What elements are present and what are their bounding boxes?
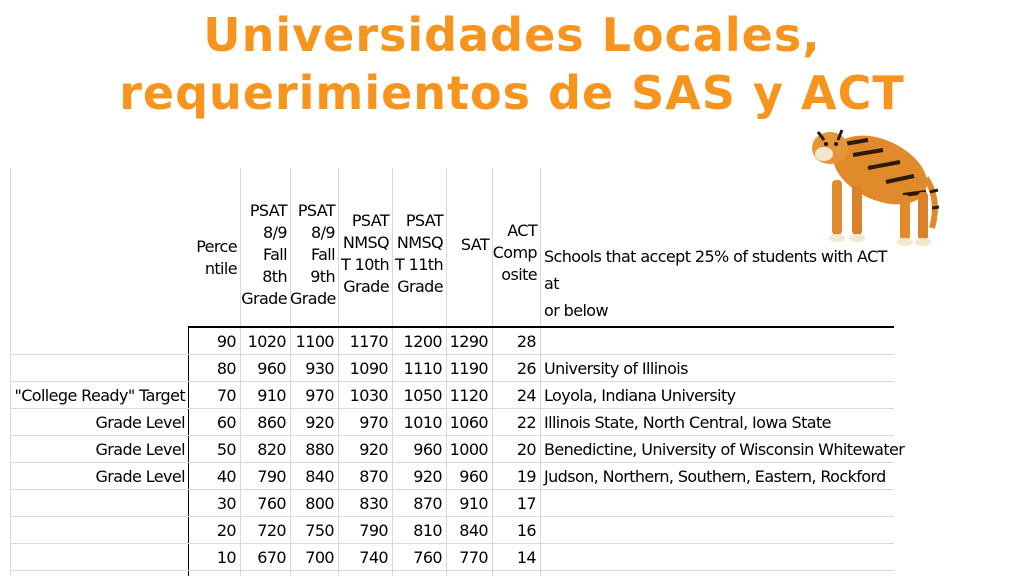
cell-psat-11th: 1050 — [403, 386, 442, 405]
cell-psat-11th: 1010 — [403, 413, 442, 432]
row-label — [10, 490, 188, 517]
cell-percentile: 80 — [216, 359, 236, 378]
cell-psat-9th: 930 — [305, 359, 334, 378]
cell-sat: 1190 — [449, 359, 488, 378]
header-psat89-9th — [290, 168, 338, 326]
cell-schools — [540, 517, 894, 544]
cell-act: 26 — [516, 359, 536, 378]
cell-psat-9th: 920 — [305, 413, 334, 432]
header-text: PSAT — [405, 211, 443, 230]
cell-schools: University of Illinois — [544, 359, 688, 378]
cell-act: 24 — [516, 386, 536, 405]
header-percentile — [188, 168, 240, 280]
cell-psat-11th: 760 — [413, 548, 442, 567]
cell-sat: 770 — [459, 548, 488, 567]
cell-psat-8th: 1020 — [247, 332, 286, 351]
cell-percentile: 20 — [216, 521, 236, 540]
cell-act: 14 — [516, 548, 536, 567]
header-text: 8/9 — [263, 223, 287, 242]
row-label — [10, 355, 188, 382]
row-label — [10, 328, 188, 355]
header-text: or below — [544, 301, 608, 320]
cell-percentile: 90 — [216, 332, 236, 351]
row-label: Grade Level — [95, 413, 185, 432]
row-label: Grade Level — [95, 467, 185, 486]
cell-act: 19 — [516, 467, 536, 486]
row-label: "College Ready" Target — [14, 386, 185, 405]
cell-psat-8th: 960 — [257, 359, 286, 378]
row-label — [10, 544, 188, 571]
cell-psat-11th: 870 — [413, 494, 442, 513]
cell-schools: Benedictine, University of Wisconsin Whitewater — [544, 440, 905, 459]
header-text: PSAT — [297, 201, 335, 220]
header-text: SAT — [460, 235, 489, 254]
header-text: T 11th — [394, 255, 443, 274]
cell-schools — [540, 490, 894, 517]
cell-psat-9th: 880 — [305, 440, 334, 459]
header-text: NMSQ — [396, 233, 443, 252]
cell-act: 20 — [516, 440, 536, 459]
cell-psat-8th: 820 — [257, 440, 286, 459]
header-text: Grade — [241, 289, 287, 308]
cell-psat-8th: 910 — [257, 386, 286, 405]
cell-psat-8th: 790 — [257, 467, 286, 486]
cell-schools: Loyola, Indiana University — [544, 386, 736, 405]
cell-psat-8th: 760 — [257, 494, 286, 513]
header-text: ACT — [507, 221, 537, 240]
cell-psat-9th: 1100 — [295, 332, 334, 351]
row-label — [10, 517, 188, 544]
cell-percentile: 40 — [216, 467, 236, 486]
header-text: Grade — [343, 277, 389, 296]
cell-psat-10th: 970 — [359, 413, 388, 432]
cell-psat-8th: 670 — [257, 548, 286, 567]
cell-psat-10th: 920 — [359, 440, 388, 459]
cell-percentile: 60 — [216, 413, 236, 432]
cell-sat: 960 — [459, 467, 488, 486]
cell-psat-10th: 790 — [359, 521, 388, 540]
header-text: 8th — [262, 267, 287, 286]
header-schools — [540, 168, 894, 326]
cell-psat-9th: 700 — [305, 548, 334, 567]
cell-schools: Illinois State, North Central, Iowa State — [544, 413, 831, 432]
cell-psat-9th: 970 — [305, 386, 334, 405]
cell-sat: 910 — [459, 494, 488, 513]
header-text: ntile — [204, 259, 237, 278]
header-psat-nmsqt-11th — [392, 168, 446, 326]
cell-percentile: 70 — [216, 386, 236, 405]
header-psat-nmsqt-10th — [338, 168, 392, 326]
header-text: Fall — [262, 245, 287, 264]
cell-psat-10th: 1170 — [349, 332, 388, 351]
cell-psat-11th: 810 — [413, 521, 442, 540]
slide-title-line2: requerimientos de SAS y ACT — [119, 66, 905, 120]
cell-psat-8th: 720 — [257, 521, 286, 540]
cell-psat-10th: 740 — [359, 548, 388, 567]
cell-percentile: 30 — [216, 494, 236, 513]
cell-psat-11th: 1110 — [403, 359, 442, 378]
header-text: Fall — [310, 245, 335, 264]
header-psat89-8th — [240, 168, 290, 326]
cell-psat-11th: 1200 — [403, 332, 442, 351]
cell-schools — [540, 328, 894, 355]
cell-sat: 1060 — [449, 413, 488, 432]
cell-psat-10th: 830 — [359, 494, 388, 513]
header-text: Grade — [397, 277, 443, 296]
cell-sat: 1000 — [449, 440, 488, 459]
header-text: NMSQ — [342, 233, 389, 252]
header-text: Schools that accept 25% of students with ACT at — [544, 247, 887, 293]
header-text: PSAT — [249, 201, 287, 220]
cell-percentile: 10 — [216, 548, 236, 567]
cell-act: 28 — [516, 332, 536, 351]
header-act-composite — [492, 168, 540, 326]
cell-psat-9th: 800 — [305, 494, 334, 513]
header-text: T 10th — [340, 255, 389, 274]
cell-act: 22 — [516, 413, 536, 432]
cell-psat-11th: 960 — [413, 440, 442, 459]
slide-title-line1: Universidades Locales, — [203, 8, 821, 62]
cell-schools: Judson, Northern, Southern, Eastern, Rockford — [544, 467, 886, 486]
spreadsheet-table — [10, 168, 905, 576]
header-text: Comp — [492, 243, 537, 262]
cell-psat-9th: 750 — [305, 521, 334, 540]
cell-act: 16 — [516, 521, 536, 540]
header-text: osite — [501, 265, 537, 284]
cell-sat: 840 — [459, 521, 488, 540]
cell-schools — [540, 544, 894, 571]
cell-act: 17 — [516, 494, 536, 513]
header-text: 9th — [310, 267, 335, 286]
header-text: 8/9 — [311, 223, 335, 242]
cell-sat: 1290 — [449, 332, 488, 351]
header-text: Grade — [290, 289, 336, 308]
cell-psat-10th: 1030 — [349, 386, 388, 405]
header-text: PSAT — [351, 211, 389, 230]
row-label: Grade Level — [95, 440, 185, 459]
cell-psat-10th: 870 — [359, 467, 388, 486]
cell-sat: 1120 — [449, 386, 488, 405]
cell-psat-9th: 840 — [305, 467, 334, 486]
header-text: Perce — [196, 237, 237, 256]
header-sat — [446, 168, 492, 326]
cell-psat-8th: 860 — [257, 413, 286, 432]
cell-psat-10th: 1090 — [349, 359, 388, 378]
cell-psat-11th: 920 — [413, 467, 442, 486]
cell-percentile: 50 — [216, 440, 236, 459]
